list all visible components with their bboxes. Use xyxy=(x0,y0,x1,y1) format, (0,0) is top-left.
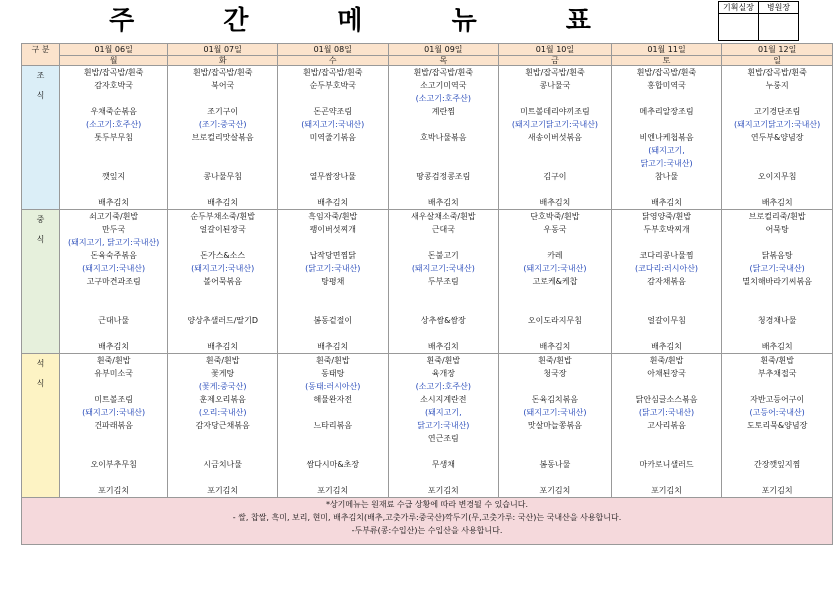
menu-item xyxy=(722,327,832,340)
menu-item: 우채죽순볶음 xyxy=(90,107,137,116)
menu-item: 흰밥/잡곡밥/흰죽 xyxy=(303,68,363,77)
date-cell-saturday: 01월 11일 xyxy=(611,44,722,56)
menu-item: 톳두부무침 xyxy=(94,133,133,142)
menu-item: 유부미소국 xyxy=(94,369,133,378)
menu-item xyxy=(612,92,722,105)
menu-item xyxy=(60,471,168,484)
menu-item: (오리:국내산) xyxy=(198,408,247,417)
approval-sign-director xyxy=(759,14,799,41)
menu-item: 두부조림 xyxy=(427,277,459,286)
menu-item xyxy=(499,92,611,105)
menu-item xyxy=(499,157,611,170)
weekly-menu-table xyxy=(21,43,833,545)
menu-item xyxy=(722,380,832,393)
lunch-day-cell xyxy=(168,210,278,354)
menu-item: 부추채접국 xyxy=(757,369,797,378)
menu-item: 홍합미역국 xyxy=(647,81,686,90)
day-cell: 목 xyxy=(388,56,499,66)
menu-item: 소시지계란전 xyxy=(420,395,467,404)
menu-item: (돼지고기:국내산) xyxy=(523,264,587,273)
date-cell: 01월 09일 xyxy=(388,44,499,56)
menu-item: (돼지고기:국내산) xyxy=(191,264,255,273)
menu-item: 얼갈이된장국 xyxy=(199,225,246,234)
lunch-day-cell xyxy=(611,210,722,354)
menu-item: 순두부호박국 xyxy=(309,81,356,90)
menu-item xyxy=(499,301,611,314)
menu-item: (동태:러시아산) xyxy=(305,382,361,391)
day-cell: 월 xyxy=(59,56,168,66)
breakfast-label: 조 식 xyxy=(22,66,60,210)
menu-item xyxy=(60,445,168,458)
menu-item xyxy=(278,288,388,301)
menu-item xyxy=(722,445,832,458)
menu-item: (돼지고기:국내산) xyxy=(82,408,146,417)
menu-item: 어묵탕 xyxy=(765,225,789,234)
menu-item: 자반고등어구이 xyxy=(750,395,805,404)
menu-item: 새송이버섯볶음 xyxy=(527,133,582,142)
approval-sign-planning xyxy=(719,14,759,41)
menu-item: 포기김치 xyxy=(317,486,349,495)
menu-item: (조기:중국산) xyxy=(198,120,247,129)
menu-item: (돼지고기:국내산) xyxy=(523,408,587,417)
dinner-day-cell xyxy=(277,354,388,498)
menu-item: 흰밥/잡곡밥/흰죽 xyxy=(413,68,474,77)
menu-item xyxy=(612,183,722,196)
menu-item: 연두부&양념장 xyxy=(750,133,804,142)
menu-item: 열무쌈장나물 xyxy=(309,172,356,181)
menu-item: 호박나물볶음 xyxy=(420,133,467,142)
menu-item xyxy=(278,92,388,105)
menu-item: 흰죽/흰밥 xyxy=(538,356,572,365)
menu-item xyxy=(722,236,832,249)
approval-label-planning: 기획실장 xyxy=(719,2,759,14)
menu-item: 무생채 xyxy=(431,460,455,469)
menu-item: 고사리볶음 xyxy=(647,421,686,430)
menu-item: 미트볼데리야끼조림 xyxy=(520,107,590,116)
menu-item: 흰밥/잡곡밥/흰죽 xyxy=(192,68,253,77)
menu-item: 멸치해바라기씨볶음 xyxy=(742,277,812,286)
breakfast-day-cell xyxy=(168,66,278,210)
menu-item xyxy=(612,118,722,131)
menu-item: 참나물 xyxy=(654,172,679,181)
menu-item: 돈불고기 xyxy=(427,251,459,260)
menu-item: 흰죽/흰밥 xyxy=(760,356,794,365)
menu-item: 배추김치 xyxy=(651,198,682,207)
menu-item: 봄동나물 xyxy=(539,460,571,469)
menu-item xyxy=(499,327,611,340)
menu-item xyxy=(168,288,277,301)
menu-item: 순두부채소죽/흰밥 xyxy=(190,212,255,221)
menu-item: 비엔나케첩볶음 xyxy=(639,133,694,142)
menu-item: 쌈다시마&초장 xyxy=(306,460,360,469)
menu-item: 흰밥/잡곡밥/흰죽 xyxy=(747,68,807,77)
menu-item xyxy=(389,144,499,157)
menu-item xyxy=(278,157,388,170)
menu-item xyxy=(168,301,277,314)
menu-item: 단호박죽/흰밥 xyxy=(530,212,580,221)
menu-item xyxy=(168,144,277,157)
menu-item: (닭고기:국내산) xyxy=(638,408,695,417)
menu-item xyxy=(278,236,388,249)
menu-item: 흰밥/잡곡밥/흰죽 xyxy=(525,68,585,77)
breakfast-day-cell xyxy=(388,66,499,210)
menu-item: 얼갈이무침 xyxy=(647,316,686,325)
dinner-day-cell xyxy=(722,354,833,498)
menu-item xyxy=(168,157,277,170)
menu-item: 계란찜 xyxy=(431,107,455,116)
menu-item xyxy=(722,144,832,157)
menu-item: 배추김치 xyxy=(539,342,571,351)
menu-item: 고기경단조림 xyxy=(753,107,801,116)
menu-item: 포기김치 xyxy=(761,486,793,495)
menu-item: 청경채나물 xyxy=(757,316,797,325)
menu-item xyxy=(60,327,168,340)
dinner-day-cell xyxy=(168,354,278,498)
menu-item: 브로컬리맛살볶음 xyxy=(191,133,254,142)
menu-item: 흰죽/흰밥 xyxy=(315,356,350,365)
menu-item xyxy=(499,288,611,301)
menu-item: 조기구이 xyxy=(207,107,239,116)
footer-notes-row xyxy=(22,498,833,545)
menu-item: 돈육숙주볶음 xyxy=(90,251,137,260)
day-cell: 화 xyxy=(168,56,278,66)
lunch-day-cell xyxy=(388,210,499,354)
menu-item: 해물완자전 xyxy=(313,395,353,404)
menu-item xyxy=(612,380,722,393)
menu-item: 간장깻잎지찜 xyxy=(753,460,801,469)
menu-item: (돼지고기:국내산) xyxy=(411,264,475,273)
menu-item: 시금치나물 xyxy=(203,460,242,469)
menu-item: 포기김치 xyxy=(207,486,239,495)
menu-item xyxy=(168,236,277,249)
menu-item: 돈육김치볶음 xyxy=(531,395,579,404)
dinner-day-cell xyxy=(499,354,612,498)
menu-item: 볼어묵볶음 xyxy=(203,277,242,286)
menu-item: 배추김치 xyxy=(761,342,793,351)
menu-item: 배추김치 xyxy=(427,342,459,351)
menu-item: 포기김치 xyxy=(539,486,571,495)
menu-item: 꽃게탕 xyxy=(211,369,235,378)
footer-note: *상기메뉴는 원재료 수급 상황에 따라 변경될 수 있습니다. xyxy=(325,500,529,509)
breakfast-day-cell xyxy=(611,66,722,210)
menu-item: 콩나물국 xyxy=(539,81,571,90)
menu-item: 흰밥/잡곡밥/흰죽 xyxy=(636,68,697,77)
menu-item xyxy=(722,157,832,170)
lunch-label: 중 식 xyxy=(22,210,60,354)
menu-item: 감자호박국 xyxy=(94,81,133,90)
menu-item: (닭고기:국내산) xyxy=(749,264,805,273)
breakfast-row xyxy=(22,66,833,210)
menu-item: 미역줄기볶음 xyxy=(309,133,356,142)
menu-item xyxy=(612,288,722,301)
dinner-day-cell xyxy=(388,354,499,498)
day-cell: 금 xyxy=(499,56,612,66)
menu-item xyxy=(278,183,388,196)
menu-item: 맛살마늘쫑볶음 xyxy=(527,421,582,430)
menu-item: (돼지고기닭고기:국내산) xyxy=(511,120,599,129)
breakfast-day-cell xyxy=(59,66,168,210)
menu-item: 카레 xyxy=(547,251,563,260)
approval-box xyxy=(718,1,799,41)
menu-item: 건파래볶음 xyxy=(94,421,133,430)
menu-item xyxy=(168,432,277,445)
footer-notes xyxy=(22,498,833,545)
menu-item xyxy=(60,288,168,301)
menu-item xyxy=(168,327,277,340)
menu-item: 만두국 xyxy=(102,225,126,234)
menu-item xyxy=(60,92,168,105)
dinner-day-cell xyxy=(611,354,722,498)
menu-item: 청국장 xyxy=(543,369,567,378)
menu-item: 브로컬리죽/흰밥 xyxy=(748,212,806,221)
date-cell-sunday: 01월 12일 xyxy=(722,44,833,56)
menu-item: 오이지무침 xyxy=(757,172,797,181)
menu-item: 배추김치 xyxy=(317,342,349,351)
menu-item xyxy=(722,288,832,301)
menu-item: 소고기미역국 xyxy=(420,81,467,90)
menu-item: 배추김치 xyxy=(539,198,571,207)
menu-item xyxy=(389,327,499,340)
menu-item: 콩나물무침 xyxy=(203,172,242,181)
menu-item xyxy=(389,236,499,249)
menu-item: 북어국 xyxy=(211,81,235,90)
lunch-row xyxy=(22,210,833,354)
menu-item: 육개장 xyxy=(431,369,455,378)
menu-item: (고등어:국내산) xyxy=(749,408,805,417)
breakfast-day-cell xyxy=(277,66,388,210)
footer-note: - 쌀, 찹쌀, 흑미, 보리, 현미, 배추김치(배추,고춧가루:중국산)깍두기(무,고춧가루: 국산)는 국내산을 사용합니다. xyxy=(232,513,622,522)
dinner-label: 석 식 xyxy=(22,354,60,498)
menu-item xyxy=(389,288,499,301)
menu-item xyxy=(612,471,722,484)
menu-item: 납작당면찜닭 xyxy=(309,251,356,260)
gubun-header: 구 분 xyxy=(22,44,60,66)
menu-item xyxy=(389,301,499,314)
menu-item xyxy=(278,406,388,419)
menu-item: 배추김치 xyxy=(427,198,459,207)
lunch-day-cell xyxy=(722,210,833,354)
menu-item: 배추김치 xyxy=(207,342,239,351)
menu-item xyxy=(278,144,388,157)
menu-item: 김구이 xyxy=(543,172,567,181)
menu-item xyxy=(722,432,832,445)
menu-item: (돼지고기:국내산) xyxy=(301,120,365,129)
menu-item xyxy=(499,183,611,196)
menu-item: 쇠고기죽/흰밥 xyxy=(89,212,139,221)
menu-item: (소고기:호주산) xyxy=(415,382,471,391)
menu-item: 누룽지 xyxy=(765,81,789,90)
menu-item xyxy=(168,183,277,196)
menu-item xyxy=(389,445,499,458)
menu-item: 땅콩검정콩조림 xyxy=(416,172,471,181)
menu-item: 두부호박찌개 xyxy=(643,225,690,234)
menu-item: 닭영양죽/흰밥 xyxy=(642,212,692,221)
menu-item: 우동국 xyxy=(543,225,567,234)
menu-item xyxy=(612,445,722,458)
menu-item xyxy=(60,183,168,196)
menu-item: 흰죽/흰밥 xyxy=(205,356,240,365)
date-cell: 01월 10일 xyxy=(499,44,612,56)
menu-item: (돼지고기, xyxy=(425,408,462,417)
menu-item: 흰죽/흰밥 xyxy=(96,356,131,365)
menu-item: 돈곤약조림 xyxy=(313,107,353,116)
menu-item: 흑임자죽/흰밥 xyxy=(308,212,358,221)
menu-item: 새우살채소죽/흰밥 xyxy=(411,212,476,221)
menu-item: 팽이버섯찌개 xyxy=(309,225,356,234)
lunch-day-cell xyxy=(277,210,388,354)
menu-item: 흰밥/잡곡밥/흰죽 xyxy=(83,68,144,77)
page-title: 주 간 메 뉴 표 xyxy=(109,6,631,36)
menu-item: 근대국 xyxy=(431,225,455,234)
menu-item xyxy=(168,445,277,458)
menu-item xyxy=(278,471,388,484)
date-cell: 01월 07일 xyxy=(168,44,278,56)
menu-item: (닭고기:국내산) xyxy=(305,264,361,273)
menu-item xyxy=(168,92,277,105)
menu-item: 마카로니샐러드 xyxy=(639,460,694,469)
day-cell-saturday: 토 xyxy=(611,56,722,66)
menu-item xyxy=(60,144,168,157)
menu-item: 포기김치 xyxy=(651,486,682,495)
menu-item: 양상추샐러드/딸기D xyxy=(187,316,259,325)
menu-item xyxy=(389,118,499,131)
menu-item: 흰죽/흰밥 xyxy=(649,356,684,365)
menu-item: 닭고기:국내산) xyxy=(417,421,470,430)
menu-item: (코다리:러시아산) xyxy=(635,264,699,273)
footer-note: -두부류(콩:수입산)는 수입산을 사용합니다. xyxy=(351,526,503,535)
menu-item xyxy=(60,432,168,445)
menu-item: 닭고기:국내산) xyxy=(640,159,693,168)
day-header-row xyxy=(22,56,833,66)
menu-item: (돼지고기닭고기:국내산) xyxy=(734,120,821,129)
menu-item: 배추김치 xyxy=(207,198,239,207)
menu-item: 미트볼조림 xyxy=(94,395,133,404)
menu-item: 깻잎지 xyxy=(102,172,126,181)
menu-item: 근대나물 xyxy=(98,316,130,325)
menu-item: 아채된장국 xyxy=(647,369,686,378)
menu-item: 상추쌈&쌈장 xyxy=(420,316,466,325)
breakfast-day-cell xyxy=(722,66,833,210)
menu-item: 탕평채 xyxy=(321,277,345,286)
menu-item xyxy=(612,432,722,445)
menu-item: 고구마견과조림 xyxy=(86,277,141,286)
menu-item: 감자당근채볶음 xyxy=(195,421,250,430)
menu-item: 배추김치 xyxy=(98,198,130,207)
dinner-day-cell xyxy=(59,354,168,498)
menu-item xyxy=(722,471,832,484)
menu-item xyxy=(60,301,168,314)
menu-item: 닭볶음탕 xyxy=(761,251,793,260)
menu-item xyxy=(60,157,168,170)
menu-item: (소고기:호주산) xyxy=(415,94,471,103)
menu-item: 돈가스&소스 xyxy=(200,251,246,260)
menu-item xyxy=(499,144,611,157)
breakfast-day-cell xyxy=(499,66,612,210)
menu-item xyxy=(389,157,499,170)
menu-item xyxy=(168,471,277,484)
approval-label-director: 병원장 xyxy=(759,2,799,14)
menu-item xyxy=(389,471,499,484)
menu-item xyxy=(60,380,168,393)
day-cell: 수 xyxy=(277,56,388,66)
menu-item xyxy=(722,301,832,314)
lunch-day-cell xyxy=(59,210,168,354)
menu-item xyxy=(499,380,611,393)
menu-item: 포기김치 xyxy=(98,486,130,495)
menu-item xyxy=(612,236,722,249)
menu-item: (소고기:호주산) xyxy=(85,120,142,129)
menu-item xyxy=(722,183,832,196)
menu-item: 훈제오리볶음 xyxy=(199,395,246,404)
date-header-row xyxy=(22,44,833,56)
menu-item: (꽃게:중국산) xyxy=(198,382,247,391)
menu-item: 코다리콩나물찜 xyxy=(639,251,694,260)
menu-item xyxy=(499,471,611,484)
menu-item xyxy=(499,236,611,249)
menu-item: 느타리볶음 xyxy=(313,421,353,430)
menu-item: 메추리알장조림 xyxy=(639,107,694,116)
menu-item xyxy=(499,432,611,445)
date-cell: 01월 06일 xyxy=(59,44,168,56)
menu-item: 포기김치 xyxy=(427,486,459,495)
menu-item: 봄동겉절이 xyxy=(313,316,353,325)
menu-item: (돼지고기, xyxy=(648,146,685,155)
day-cell-sunday: 일 xyxy=(722,56,833,66)
menu-item xyxy=(278,301,388,314)
menu-item: 고로케&케찹 xyxy=(532,277,578,286)
lunch-day-cell xyxy=(499,210,612,354)
menu-item xyxy=(278,432,388,445)
menu-item: 감자채볶음 xyxy=(647,277,686,286)
menu-item: 도토리묵&양념장 xyxy=(746,421,808,430)
menu-item: 배추김치 xyxy=(761,198,793,207)
menu-item xyxy=(499,445,611,458)
menu-item: 배추김치 xyxy=(317,198,349,207)
menu-item: 흰죽/흰밥 xyxy=(426,356,461,365)
menu-item: 닭안심글소스볶음 xyxy=(635,395,698,404)
menu-item xyxy=(612,301,722,314)
menu-item: 동태탕 xyxy=(321,369,345,378)
menu-item xyxy=(278,445,388,458)
dinner-row xyxy=(22,354,833,498)
date-cell: 01월 08일 xyxy=(277,44,388,56)
menu-item: 오이도라지무침 xyxy=(527,316,582,325)
menu-item: (돼지고기:국내산) xyxy=(82,264,146,273)
menu-item: 연근조림 xyxy=(427,434,459,443)
menu-item: 배추김치 xyxy=(98,342,130,351)
menu-item xyxy=(612,327,722,340)
menu-item xyxy=(278,327,388,340)
menu-item: (돼지고기, 닭고기:국내산) xyxy=(67,238,160,247)
menu-item: 오이부추무침 xyxy=(90,460,137,469)
menu-item xyxy=(389,183,499,196)
menu-item: 배추김치 xyxy=(651,342,682,351)
menu-item xyxy=(722,92,832,105)
